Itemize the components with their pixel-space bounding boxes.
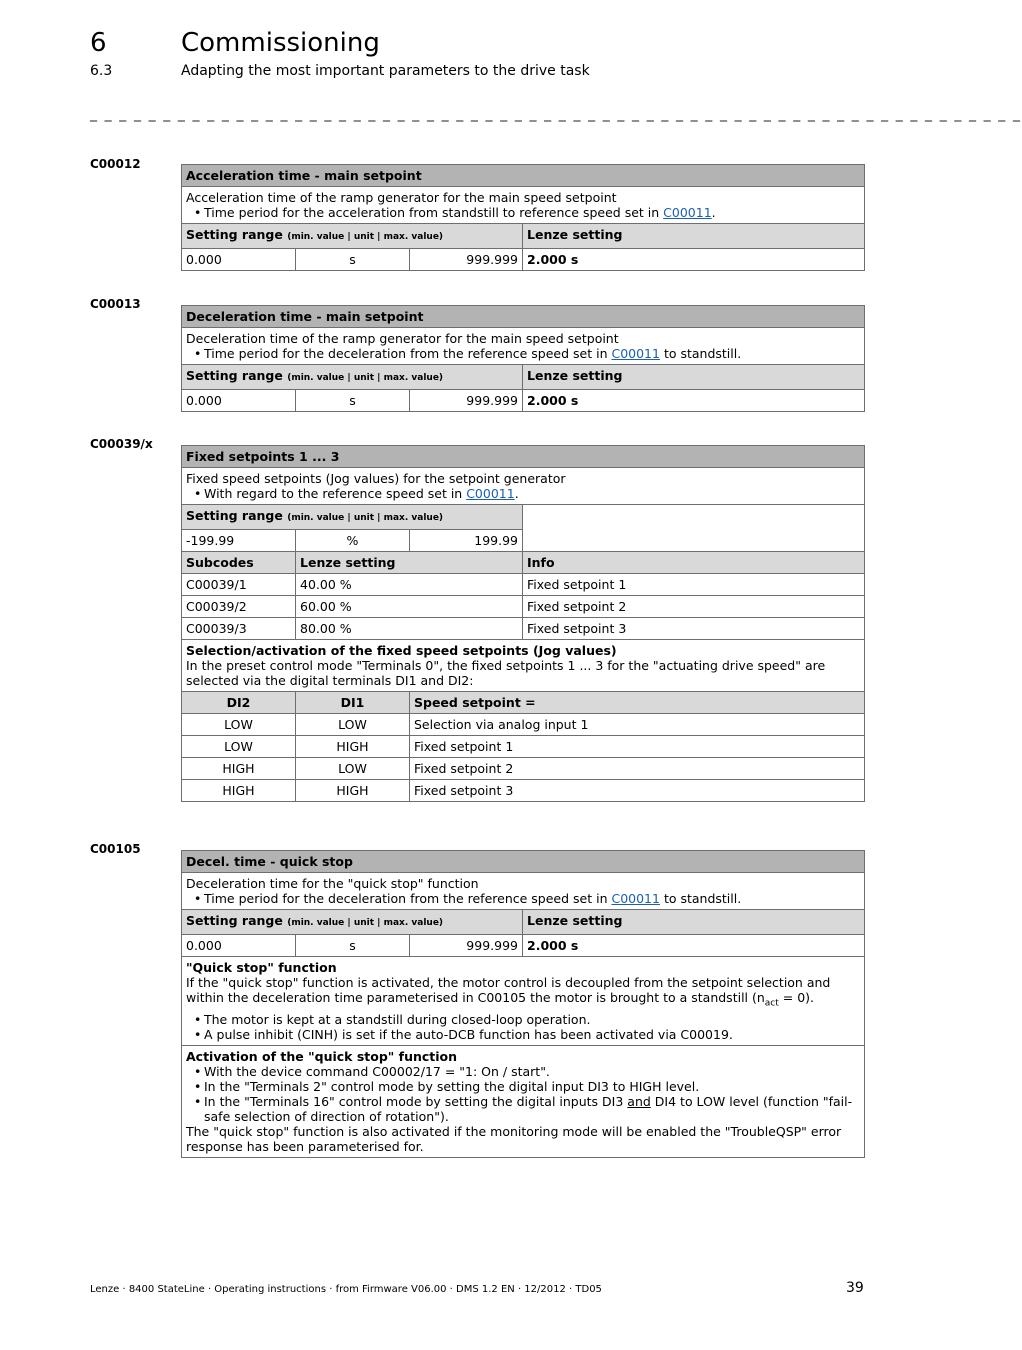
param-description (182, 328, 865, 365)
subcode-info-header: Info (523, 552, 865, 574)
min-value: 0.000 (182, 390, 296, 412)
lenze-setting-header: Lenze setting (523, 365, 865, 390)
bullet-text-end: . (711, 205, 716, 220)
footer-text: Lenze · 8400 StateLine · Operating instructions · from Firmware V06.00 · DMS 1.2 EN · 12/2012 · TD05 (90, 1284, 602, 1295)
di1-value: HIGH (296, 736, 410, 758)
setting-range-hint: (min. value | unit | max. value) (287, 232, 444, 242)
param-description (182, 873, 865, 910)
param-table-c00105 (181, 850, 865, 1158)
link-c00011[interactable]: C00011 (611, 891, 660, 906)
quick-stop-text-main: If the "quick stop" function is activated, the motor control is decoupled from the setpoint selection and within the deceleration time parameterised in C00105 the motor is brought to a standstill (n (186, 975, 831, 1005)
selection-title: Selection/activation of the fixed speed setpoints (Jog values) (186, 643, 617, 658)
subcode-info: Fixed setpoint 2 (523, 596, 865, 618)
description-text: Fixed speed setpoints (Jog values) for the setpoint generator (186, 471, 566, 486)
selection-text: In the preset control mode "Terminals 0", the fixed setpoints 1 ... 3 for the "actuating drive speed" are selected via the digital terminals DI1 and DI2: (186, 658, 826, 688)
header-rule: _ _ _ _ _ _ _ _ _ _ _ _ _ _ _ _ _ _ _ _ _ _ _ _ _ _ _ _ _ _ _ _ _ _ _ _ _ _ _ _ _ _ _ _ _ _ _ _ _ _ _ _ _ _ _ _ _ _ _ _ _ _ _ _ (90, 106, 1022, 122)
min-value: 0.000 (182, 935, 296, 957)
subcode-lenze: 80.00 % (296, 618, 523, 640)
param-title: Decel. time - quick stop (182, 851, 865, 873)
activation-bullet-text: In the "Terminals 16" control mode by setting the digital inputs DI3 (204, 1093, 628, 1109)
param-description (182, 187, 865, 224)
activation-title: Activation of the "quick stop" function (186, 1048, 458, 1064)
di1-value: LOW (296, 758, 410, 780)
activation-and: and (627, 1093, 651, 1109)
quick-stop-bullet: • The motor is kept at a standstill during closed-loop operation. (186, 1012, 860, 1027)
setting-range-header (182, 910, 523, 935)
param-title: Deceleration time - main setpoint (182, 306, 865, 328)
di-row (182, 714, 865, 736)
di-row (182, 758, 865, 780)
activation-bullet-text-end: DI4 to LOW level (function "fail-safe selection of direction of rotation"). (204, 1093, 853, 1124)
quick-stop-title: "Quick stop" function (186, 960, 337, 975)
param-table-c00039 (181, 445, 865, 802)
bullet-text-end: to standstill. (659, 891, 742, 906)
max-value: 999.999 (410, 249, 523, 271)
subcode-lenze: 60.00 % (296, 596, 523, 618)
bullet-text: Time period for the deceleration from the reference speed set in (204, 891, 612, 906)
setting-range-header (182, 505, 523, 530)
param-code-c00039: C00039/x (90, 437, 153, 451)
max-value: 199.99 (410, 530, 523, 552)
param-description (182, 468, 865, 505)
activation-text: The "quick stop" function is also activated if the monitoring mode will be enabled the "TroubleQSP" error response has been parameterised for. (186, 1123, 842, 1154)
description-bullet (186, 891, 860, 906)
setting-range-label: Setting range (186, 913, 283, 928)
min-value: -199.99 (182, 530, 296, 552)
param-code-c00105: C00105 (90, 842, 141, 856)
max-value: 999.999 (410, 935, 523, 957)
param-code-c00012: C00012 (90, 157, 141, 171)
speed-setpoint-value: Selection via analog input 1 (410, 714, 865, 736)
chapter-title: Commissioning (181, 28, 380, 58)
quick-stop-note (182, 957, 865, 1046)
bullet-text-end: to standstill. (659, 346, 742, 361)
activation-bullet (186, 1094, 860, 1124)
bullet-text: With regard to the reference speed set in (204, 486, 467, 501)
description-text: Deceleration time of the ramp generator for the main speed setpoint (186, 331, 619, 346)
lenze-setting-header: Lenze setting (523, 224, 865, 249)
subcode-info: Fixed setpoint 1 (523, 574, 865, 596)
section-title: Adapting the most important parameters to the drive task (181, 63, 590, 79)
unit: % (296, 530, 410, 552)
subcode: C00039/2 (182, 596, 296, 618)
selection-note (182, 640, 865, 692)
lenze-setting-value: 2.000 s (523, 249, 865, 271)
subcode: C00039/1 (182, 574, 296, 596)
param-title: Acceleration time - main setpoint (182, 165, 865, 187)
di1-value: LOW (296, 714, 410, 736)
activation-bullet: • With the device command C00002/17 = "1: On / start". (186, 1064, 860, 1079)
speed-setpoint-value: Fixed setpoint 3 (410, 780, 865, 802)
speed-setpoint-value: Fixed setpoint 1 (410, 736, 865, 758)
di2-value: LOW (182, 736, 296, 758)
setting-range-label: Setting range (186, 227, 283, 242)
subcode-lenze: 40.00 % (296, 574, 523, 596)
lenze-setting-value: 2.000 s (523, 390, 865, 412)
lenze-setting-header: Lenze setting (523, 910, 865, 935)
subcode-lenze-header: Lenze setting (296, 552, 523, 574)
setting-range-hint: (min. value | unit | max. value) (287, 918, 444, 928)
subcode-row (182, 596, 865, 618)
di2-header: DI2 (182, 692, 296, 714)
setting-range-label: Setting range (186, 368, 283, 383)
setting-range-hint: (min. value | unit | max. value) (287, 513, 444, 523)
subcode-info: Fixed setpoint 3 (523, 618, 865, 640)
subcode: C00039/3 (182, 618, 296, 640)
link-c00011[interactable]: C00011 (611, 346, 660, 361)
link-c00011[interactable]: C00011 (663, 205, 712, 220)
description-bullet (186, 346, 860, 361)
empty-cell (523, 505, 865, 552)
subcode-row (182, 618, 865, 640)
lenze-setting-value: 2.000 s (523, 935, 865, 957)
description-text: Acceleration time of the ramp generator for the main speed setpoint (186, 190, 617, 205)
link-c00011[interactable]: C00011 (466, 486, 515, 501)
quick-stop-subscript: act (764, 998, 779, 1009)
description-bullet (186, 205, 860, 220)
description-text: Deceleration time for the "quick stop" function (186, 876, 479, 891)
param-title: Fixed setpoints 1 ... 3 (182, 446, 865, 468)
quick-stop-text (186, 975, 860, 1012)
param-code-c00013: C00013 (90, 297, 141, 311)
section-number: 6.3 (90, 63, 113, 79)
unit: s (296, 390, 410, 412)
setting-range-header (182, 224, 523, 249)
di2-value: HIGH (182, 758, 296, 780)
setting-range-label: Setting range (186, 508, 283, 523)
bullet-text: Time period for the acceleration from standstill to reference speed set in (204, 205, 664, 220)
bullet-text-end: . (514, 486, 519, 501)
quick-stop-text-end: = 0). (778, 990, 815, 1005)
param-table-c00012 (181, 164, 865, 271)
max-value: 999.999 (410, 390, 523, 412)
activation-note (182, 1045, 865, 1157)
di1-header: DI1 (296, 692, 410, 714)
di2-value: HIGH (182, 780, 296, 802)
unit: s (296, 935, 410, 957)
setting-range-header (182, 365, 523, 390)
bullet-text: Time period for the deceleration from the reference speed set in (204, 346, 612, 361)
di-row (182, 736, 865, 758)
subcodes-header: Subcodes (182, 552, 296, 574)
quick-stop-bullet: • A pulse inhibit (CINH) is set if the auto-DCB function has been activated via C00019. (186, 1027, 860, 1042)
unit: s (296, 249, 410, 271)
di1-value: HIGH (296, 780, 410, 802)
subcode-row (182, 574, 865, 596)
min-value: 0.000 (182, 249, 296, 271)
chapter-number: 6 (90, 28, 107, 58)
page-number: 39 (846, 1280, 864, 1296)
speed-setpoint-value: Fixed setpoint 2 (410, 758, 865, 780)
activation-bullet: • In the "Terminals 2" control mode by setting the digital input DI3 to HIGH level. (186, 1079, 860, 1094)
param-table-c00013 (181, 305, 865, 412)
di2-value: LOW (182, 714, 296, 736)
description-bullet (186, 486, 860, 501)
di-row (182, 780, 865, 802)
speed-setpoint-header: Speed setpoint = (410, 692, 865, 714)
setting-range-hint: (min. value | unit | max. value) (287, 373, 444, 383)
